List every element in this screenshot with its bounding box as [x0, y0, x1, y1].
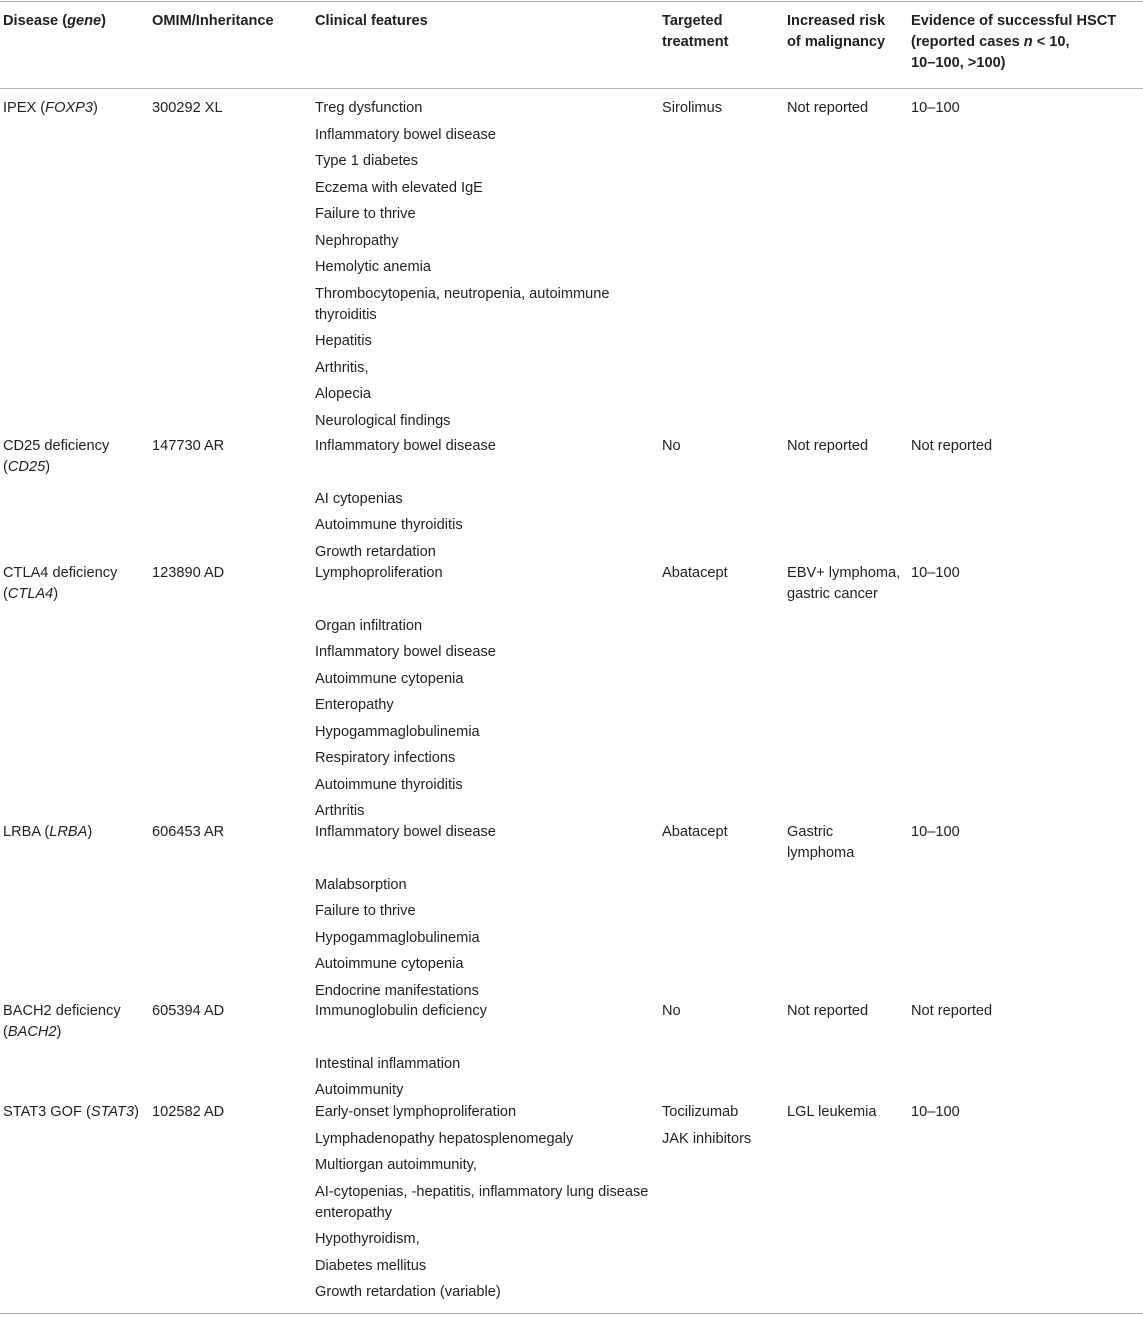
clinical-features-cell	[315, 1102, 655, 1309]
feature-item: Autoimmune cytopenia	[315, 956, 464, 972]
feature-item: Organ infiltration	[315, 617, 423, 634]
treatment-item: JAK inhibitors	[662, 1130, 752, 1147]
feature-item: Eczema with elevated IgE	[315, 179, 483, 196]
feature-item: Neurological findings	[315, 412, 451, 429]
header-rule	[0, 88, 1143, 89]
feature-item: Arthritis,	[315, 359, 369, 376]
hsct-cell: 10–100	[911, 100, 960, 116]
feature-item: Hypothyroidism,	[315, 1231, 420, 1247]
header-risk: Increased risk of malignancy	[787, 13, 886, 50]
feature-item: Growth retardation (variable)	[315, 1284, 501, 1300]
omim-cell: 147730 AR	[152, 438, 225, 454]
feature-item: Lymphoproliferation	[315, 565, 443, 581]
feature-item: Arthritis	[315, 803, 365, 819]
omim-cell: 123890 AD	[152, 565, 225, 581]
feature-item: Inflammatory bowel disease	[315, 644, 496, 660]
feature-item: Nephropathy	[315, 232, 399, 249]
treatment-cell	[662, 1001, 782, 1028]
hsct-cell: Not reported	[911, 438, 993, 454]
risk-cell: LGL leukemia	[787, 1104, 877, 1120]
feature-item: Autoimmunity	[315, 1082, 404, 1098]
feature-item: Hepatitis	[315, 333, 372, 349]
hsct-cell: Not reported	[911, 1003, 993, 1019]
feature-item: Early-onset lymphoproliferation	[315, 1104, 517, 1120]
hsct-cell: 10–100	[911, 565, 960, 581]
clinical-features-cell	[315, 563, 655, 828]
feature-item: Autoimmune thyroiditis	[315, 517, 463, 533]
feature-item: Malabsorption	[315, 876, 407, 893]
feature-item: Inflammatory bowel disease	[315, 824, 496, 840]
feature-item: Treg dysfunction	[315, 100, 423, 116]
feature-item: Alopecia	[315, 386, 371, 402]
treatment-item: Sirolimus	[662, 100, 723, 116]
header-clinical: Clinical features	[315, 13, 428, 29]
feature-item: Thrombocytopenia, neutropenia, autoimmune thyroiditis	[315, 285, 610, 323]
feature-item: Failure to thrive	[315, 903, 416, 919]
feature-item: Autoimmune cytopenia	[315, 670, 464, 687]
feature-item: Hemolytic anemia	[315, 259, 431, 275]
feature-item: Hypogammaglobulinemia	[315, 723, 480, 740]
feature-item: AI cytopenias	[315, 490, 403, 507]
omim-cell: 300292 XL	[152, 100, 223, 116]
treatment-item: No	[662, 1003, 681, 1019]
table-bottom-rule	[0, 1313, 1143, 1314]
feature-item: Endocrine manifestations	[315, 982, 479, 999]
risk-cell: Gastric lymphoma	[787, 824, 855, 861]
header-hsct: Evidence of successful HSCT (reported cases n < 10, 10–100, >100)	[911, 13, 1117, 71]
treatment-cell	[662, 822, 782, 849]
feature-item: Growth retardation	[315, 543, 436, 560]
treatment-item: No	[662, 438, 681, 454]
disease-cell: BACH2 deficiency (BACH2)	[3, 1003, 121, 1040]
feature-item: AI-cytopenias, -hepatitis, inflammatory lung disease enteropathy	[315, 1183, 649, 1221]
disease-cell: STAT3 GOF (STAT3)	[3, 1104, 139, 1120]
feature-item: Diabetes mellitus	[315, 1257, 427, 1274]
feature-item: Lymphadenopathy hepatosplenomegaly	[315, 1130, 574, 1147]
feature-item: Multiorgan autoimmunity,	[315, 1157, 477, 1173]
header-disease: Disease (gene)	[3, 13, 107, 29]
clinical-features-cell	[315, 436, 655, 568]
risk-cell: EBV+ lymphoma, gastric cancer	[787, 565, 901, 602]
feature-item: Failure to thrive	[315, 206, 416, 222]
feature-item: Inflammatory bowel disease	[315, 438, 496, 454]
disease-cell: IPEX (FOXP3)	[3, 100, 98, 116]
feature-item: Immunoglobulin deficiency	[315, 1003, 487, 1019]
feature-item: Type 1 diabetes	[315, 153, 419, 169]
disease-cell: CTLA4 deficiency (CTLA4)	[3, 565, 118, 602]
treatment-cell	[662, 436, 782, 463]
header-targeted: Targeted treatment	[662, 13, 729, 50]
hsct-cell: 10–100	[911, 1104, 960, 1120]
treatment-cell	[662, 98, 782, 125]
risk-cell: Not reported	[787, 100, 869, 116]
feature-item: Respiratory infections	[315, 750, 456, 766]
treatment-item: Tocilizumab	[662, 1104, 739, 1120]
clinical-features-cell	[315, 1001, 655, 1107]
hsct-cell: 10–100	[911, 824, 960, 840]
feature-item: Enteropathy	[315, 697, 394, 713]
feature-item: Intestinal inflammation	[315, 1055, 461, 1072]
treatment-item: Abatacept	[662, 565, 728, 581]
omim-cell: 605394 AD	[152, 1003, 225, 1019]
treatment-item: Abatacept	[662, 824, 728, 840]
table-top-rule	[0, 1, 1143, 2]
omim-cell: 102582 AD	[152, 1104, 225, 1120]
header-omim: OMIM/Inheritance	[152, 13, 274, 29]
treatment-cell	[662, 1102, 782, 1155]
feature-item: Inflammatory bowel disease	[315, 126, 496, 143]
risk-cell: Not reported	[787, 438, 869, 454]
treatment-cell	[662, 563, 782, 590]
clinical-features-cell	[315, 822, 655, 1007]
omim-cell: 606453 AR	[152, 824, 225, 840]
risk-cell: Not reported	[787, 1003, 869, 1019]
feature-item: Hypogammaglobulinemia	[315, 929, 480, 946]
clinical-features-cell	[315, 98, 655, 437]
disease-cell: LRBA (LRBA)	[3, 824, 93, 840]
disease-cell: CD25 deficiency (CD25)	[3, 438, 110, 475]
feature-item: Autoimmune thyroiditis	[315, 776, 463, 793]
